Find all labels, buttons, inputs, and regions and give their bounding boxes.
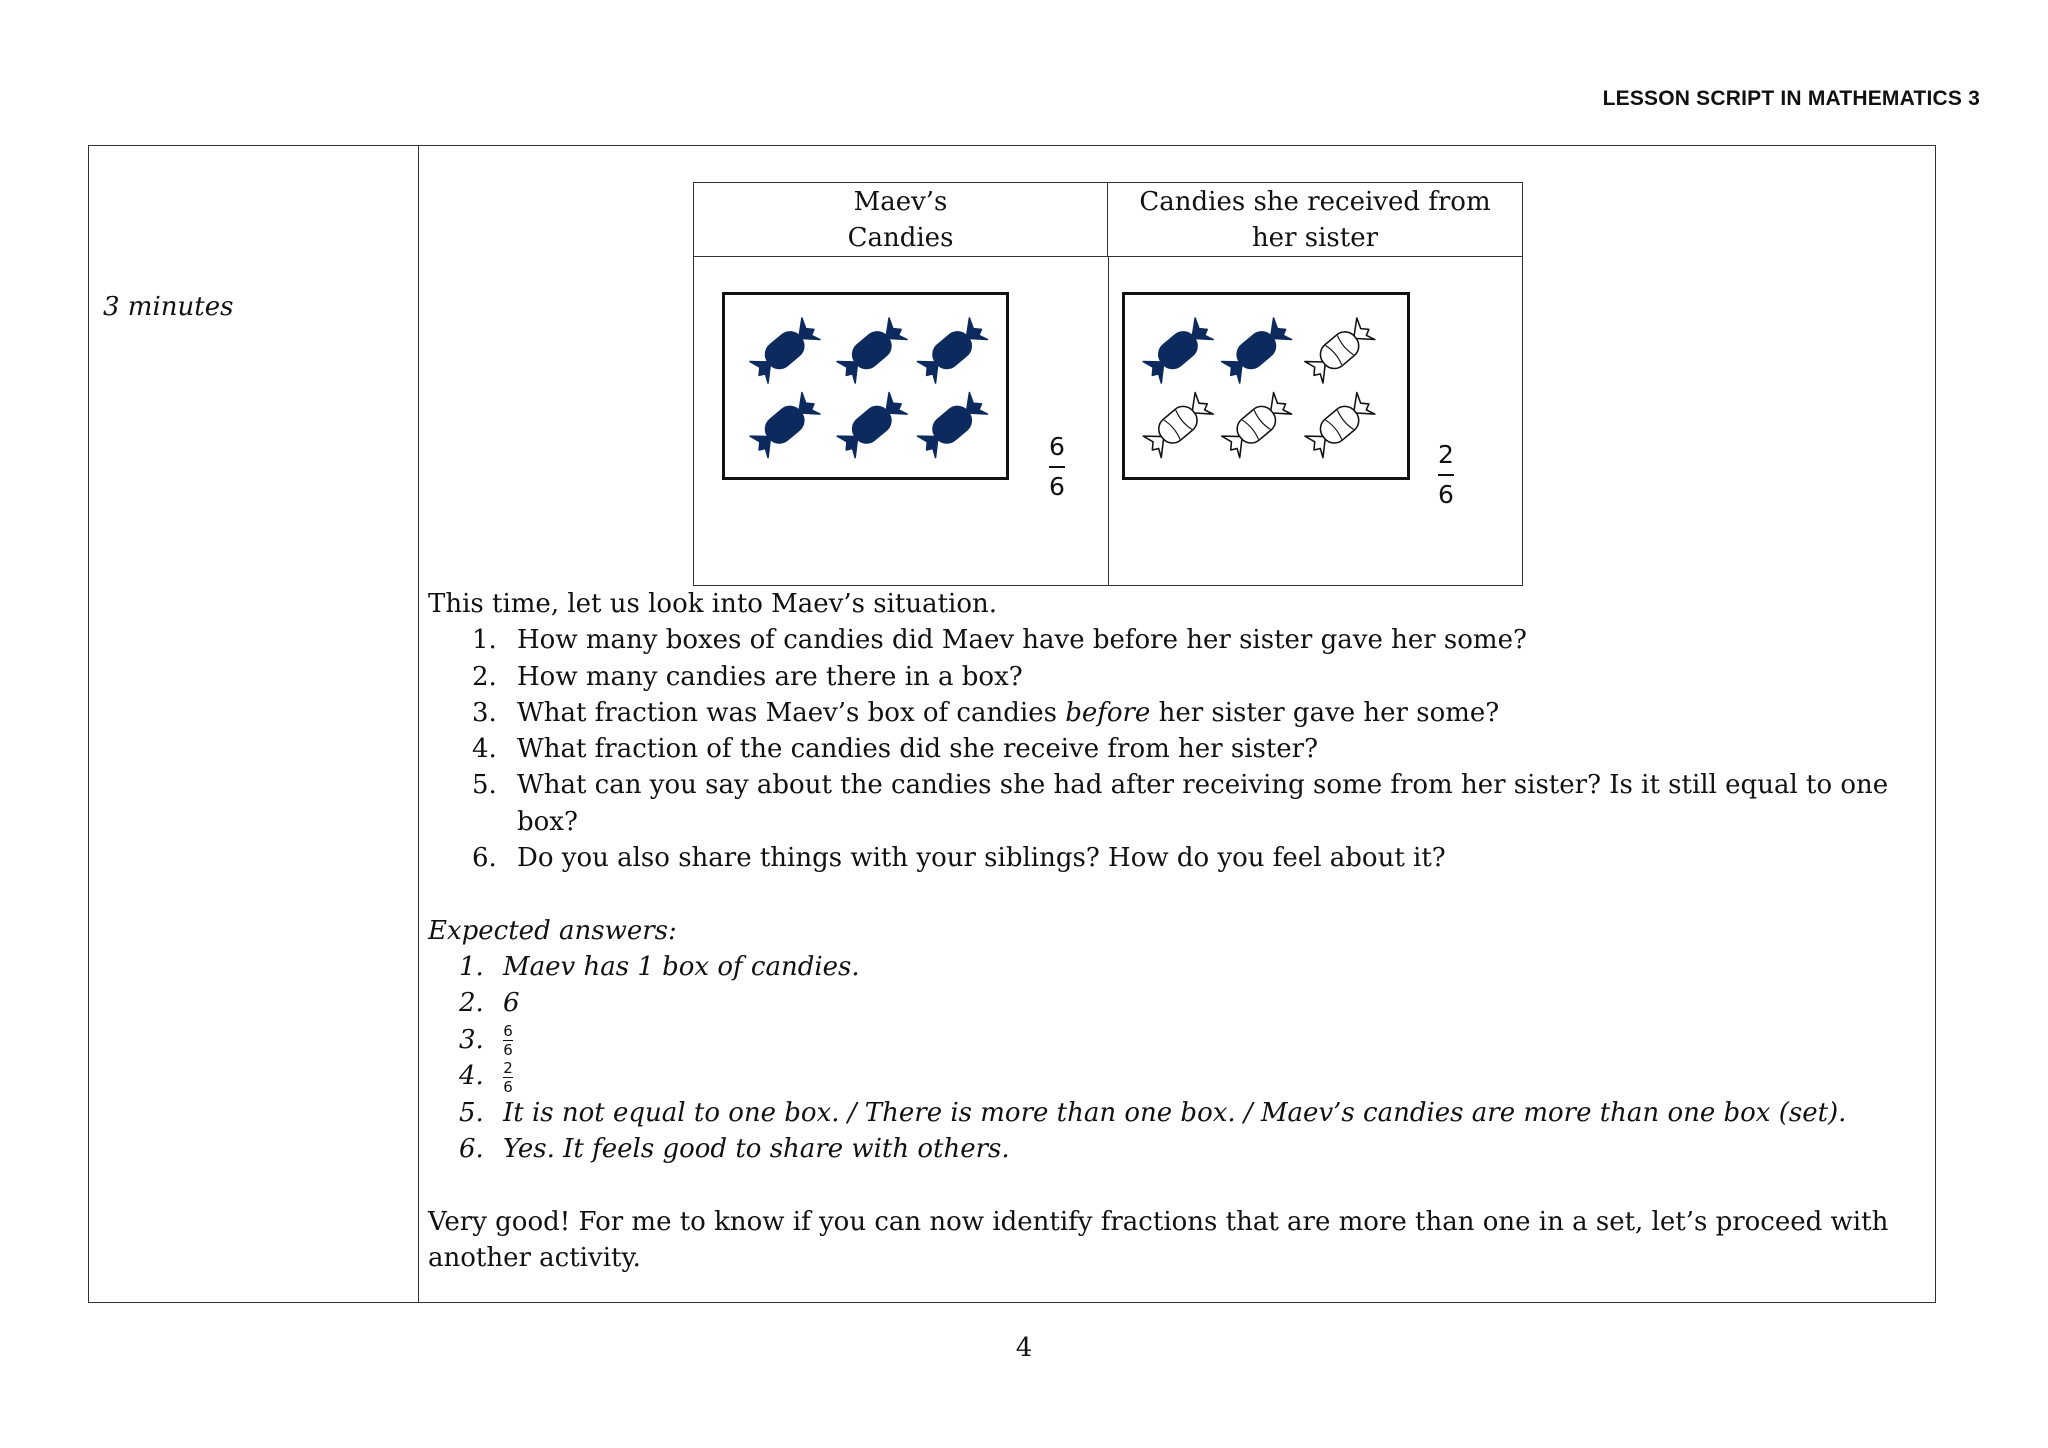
received-candies-fraction [1438, 440, 1454, 510]
lesson-text [428, 586, 1918, 1277]
emphasis-before: before [1065, 697, 1151, 728]
expected-answers-label: Expected answers: [428, 915, 677, 946]
answer-list [428, 949, 1918, 1168]
candy-icon [749, 317, 822, 385]
table-column-divider [1108, 257, 1109, 585]
fraction-bar [1438, 474, 1454, 476]
candy-icon [836, 317, 909, 385]
candy-icon [1220, 391, 1293, 459]
maev-candy-box [722, 292, 1009, 480]
document-header: LESSON SCRIPT IN MATHEMATICS 3 [1602, 87, 1980, 110]
answer-fraction: $\frac{2}{6}$ [503, 1058, 513, 1097]
answer-fraction: $\frac{6}{6}$ [503, 1021, 513, 1060]
question-item: 4. What fraction of the candies did she receive from her sister? [472, 734, 1319, 765]
answer-item: 5. It is not equal to one box. / There is more than one box. / Maev’s candies are more than one box (set). [459, 1098, 1847, 1129]
time-allotment: 3 minutes [103, 292, 234, 322]
fraction-numerator: 2 [1438, 440, 1454, 469]
question-item: 5. What can you say about the candies she had after receiving some from her sister? Is it still equal to one box? [472, 770, 1889, 837]
received-candies-header [1108, 183, 1522, 257]
candy-icon [916, 391, 989, 459]
received-candies-header-line2: her sister [1251, 222, 1379, 253]
fraction-numerator: 6 [1049, 432, 1065, 461]
maev-candies-header [694, 183, 1108, 257]
question-item: 2. How many candies are there in a box? [472, 661, 1023, 692]
question-item: 1. How many boxes of candies did Maev have before her sister gave her some? [472, 625, 1527, 656]
candy-icon [1220, 317, 1293, 385]
maev-candies-header-line1: Maev’s [853, 186, 948, 217]
fraction-denominator: 6 [1438, 480, 1454, 509]
answer-item: 6. Yes. It feels good to share with others. [459, 1134, 1010, 1165]
received-candy-box [1122, 292, 1410, 480]
fraction-bar [1049, 466, 1065, 468]
answer-item: 3. $\frac{6}{6}$ [459, 1021, 513, 1060]
maev-candy-set-image [725, 295, 1006, 477]
candy-icon [836, 391, 909, 459]
closing-text: Very good! For me to know if you can now identify fractions that are more than one in a set, let’s proceed with another activity. [428, 1206, 1889, 1274]
question-item: 6. Do you also share things with your siblings? How do you feel about it? [472, 843, 1446, 874]
question-item: 3. What fraction was Maev’s box of candies before her sister gave her some? [472, 697, 1500, 728]
maev-candies-fraction [1049, 432, 1065, 502]
answer-item: 2. 6 [459, 988, 520, 1019]
candy-icon [749, 391, 822, 459]
page-number: 4 [1015, 1333, 1033, 1363]
candy-icon [916, 317, 989, 385]
fraction-denominator: 6 [1049, 472, 1065, 501]
question-list [428, 622, 1918, 876]
candy-icon [1303, 391, 1376, 459]
maev-candies-header-line2: Candies [847, 222, 954, 253]
received-candy-set-image [1125, 295, 1407, 477]
intro-text: This time, let us look into Maev’s situation. [428, 589, 998, 619]
candy-icon [1303, 317, 1376, 385]
candy-icon [1142, 391, 1215, 459]
received-candies-header-line1: Candies she received from [1139, 186, 1491, 217]
answer-item: 4. $\frac{2}{6}$ [459, 1058, 513, 1097]
candy-icon [1142, 317, 1215, 385]
time-column [89, 146, 419, 1302]
answer-item: 1. Maev has 1 box of candies. [459, 951, 860, 982]
